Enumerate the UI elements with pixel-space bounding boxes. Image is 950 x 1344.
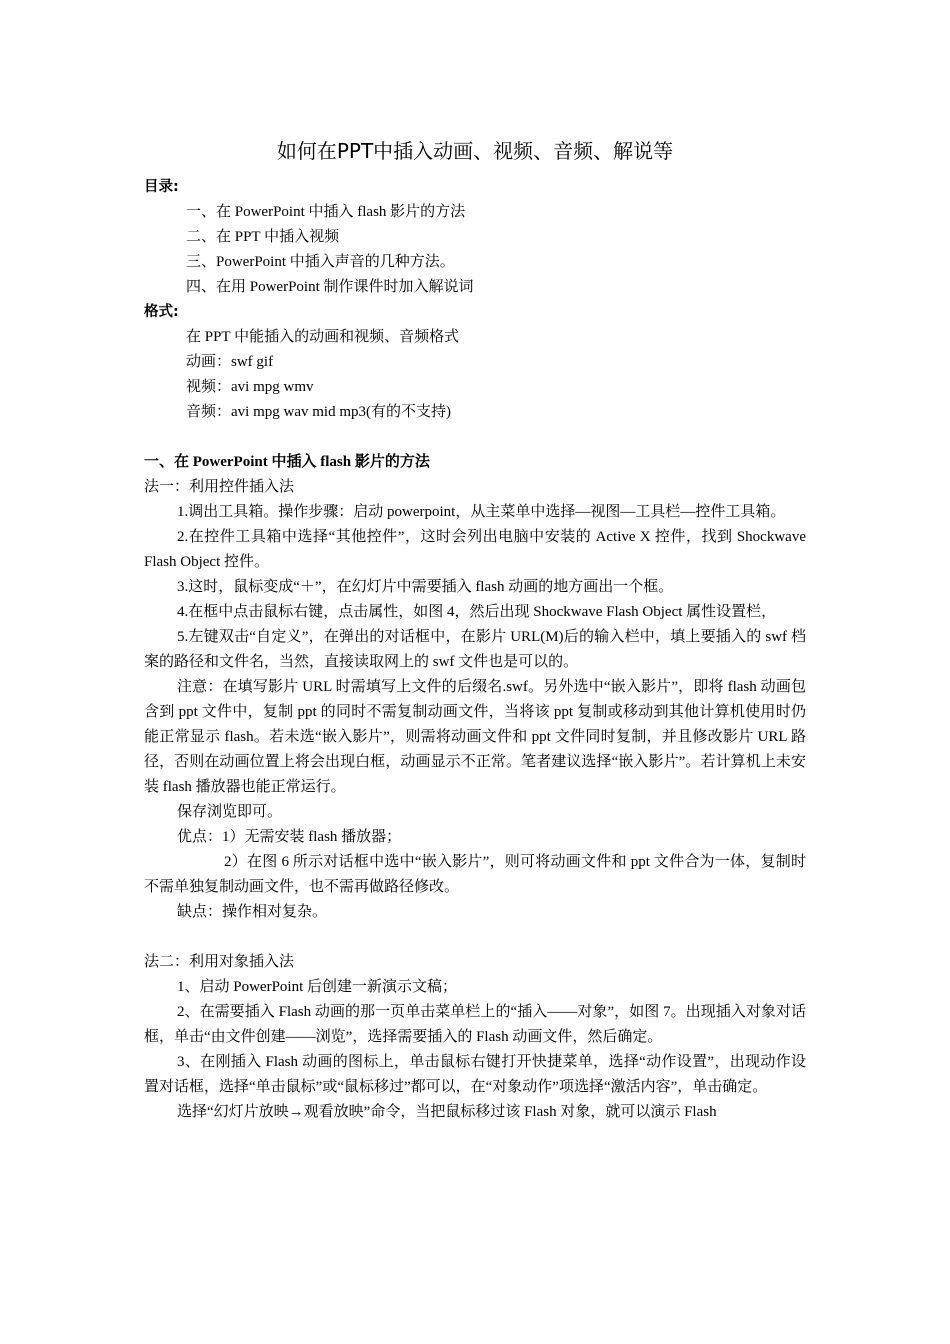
toc-item: 三、PowerPoint 中插入声音的几种方法。: [186, 254, 455, 270]
toc-item: 二、在 PPT 中插入视频: [186, 229, 340, 245]
method-title: 法一：利用控件插入法: [144, 479, 295, 495]
formats-item: 在 PPT 中能插入的动画和视频、音频格式: [186, 329, 460, 345]
cons-line: 缺点：操作相对复杂。: [177, 904, 328, 920]
pros-line: 优点：1）无需安装 flash 播放器；: [177, 829, 402, 845]
toc-label: 目录:: [144, 179, 179, 195]
step-paragraph: 4.在框中点击鼠标右键，点击属性，如图 4，然后出现 Shockwave Flash Object 属性设置栏，: [177, 604, 777, 620]
step-paragraph: 5.左键双击“自定义”，在弹出的对话框中，在影片 URL(M)后的输入栏中，填上要插入的 swf 档案的路径和文件名，当然，直接读取网上的 swf 文件也是可以的。: [144, 629, 806, 670]
step-paragraph: 1、启动 PowerPoint 后创建一新演示文稿；: [177, 979, 458, 995]
formats-item: 动画：swf gif: [186, 354, 274, 370]
step-paragraph: 3.这时，鼠标变成“＋”，在幻灯片中需要插入 flash 动画的地方画出一个框。: [177, 579, 674, 595]
step-paragraph: 2.在控件工具箱中选择“其他控件”，这时会列出电脑中安装的 Active X 控件，找到 Shockwave Flash Object 控件。: [144, 529, 806, 570]
toc-item: 一、在 PowerPoint 中插入 flash 影片的方法: [186, 204, 466, 220]
step-paragraph: 保存浏览即可。: [177, 804, 283, 820]
formats-item: 音频：avi mpg wav mid mp3(有的不支持): [186, 404, 451, 420]
document-body: [144, 175, 806, 1125]
note-paragraph: 注意：在填写影片 URL 时需填写上文件的后缀名.swf。另外选中“嵌入影片”，即将 flash 动画包含到 ppt 文件中，复制 ppt 的同时不需复制动画文件，当将该 ppt 复制或移动到其他计算机使用时仍能正常显示 flash。若未选“嵌入影片”，则需将动画文件和 ppt 文件同时复制，并且修改影片 URL 路径，否则在动画位置上将会出现白框，动画显示不正常。笔者建议选择“嵌入影片”。若计算机上未安装 flash 播放器也能正常运行。: [144, 679, 806, 795]
step-paragraph: 选择“幻灯片放映→观看放映”命令，当把鼠标移过该 Flash 对象，就可以演示 Flash: [177, 1104, 717, 1120]
method-title: 法二：利用对象插入法: [144, 954, 295, 970]
formats-item: 视频：avi mpg wmv: [186, 379, 314, 395]
document-title: 如何在PPT中插入动画、视频、音频、解说等: [276, 139, 674, 163]
pros-line: 2）在图 6 所示对话框中选中“嵌入影片”，则可将动画文件和 ppt 文件合为一体，复制时不需单独复制动画文件，也不需再做路径修改。: [144, 854, 806, 895]
step-paragraph: 1.调出工具箱。操作步骤：启动 powerpoint，从主菜单中选择—视图—工具栏—控件工具箱。: [177, 504, 786, 520]
toc-item: 四、在用 PowerPoint 制作课件时加入解说词: [186, 279, 474, 295]
formats-label: 格式:: [144, 304, 179, 320]
section-heading: 一、在 PowerPoint 中插入 flash 影片的方法: [144, 454, 430, 470]
step-paragraph: 2、在需要插入 Flash 动画的那一页单击菜单栏上的“插入——对象”，如图 7。出现插入对象对话框，单击“由文件创建——浏览”，选择需要插入的 Flash 动画文件，然后确定。: [144, 1004, 806, 1045]
step-paragraph: 3、在刚插入 Flash 动画的图标上，单击鼠标右键打开快捷菜单，选择“动作设置”，出现动作设置对话框，选择“单击鼠标”或“鼠标移过”都可以，在“对象动作”项选择“激活内容”，单击确定。: [144, 1054, 806, 1095]
